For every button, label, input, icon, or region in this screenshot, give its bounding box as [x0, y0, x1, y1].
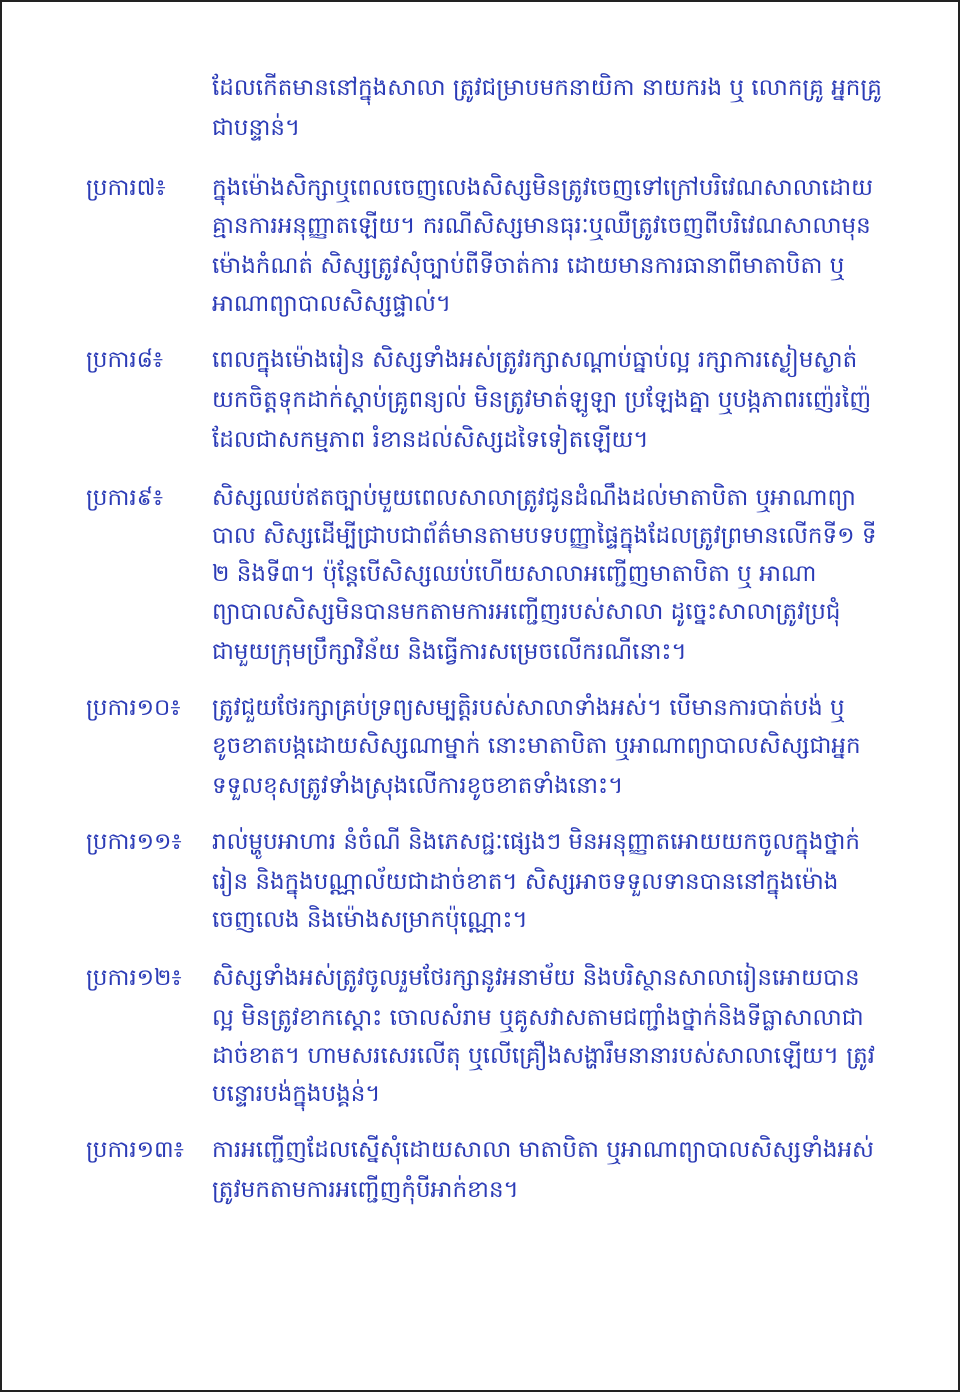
article-label: ប្រការ១២៖: [86, 965, 182, 991]
text-line: ២ និងទី៣។ ប៉ុន្តែបើសិស្សឈប់ហើយសាលាអញ្ជើញមាតាបិតា ឬ អាណា: [212, 561, 817, 587]
text-line: ក្នុងម៉ោងសិក្សាឬពេលចេញលេងសិស្សមិនត្រូវចេញទៅក្រៅបរិវេណសាលាដោយ: [212, 175, 874, 201]
text-line: ដែលជាសកម្មភាព រំខានដល់សិស្សដទៃទៀតឡើយ។: [212, 427, 649, 453]
text-line: រាល់ម្ហូបអាហារ នំចំណី និងភេសជ្ជៈផ្សេងៗ មិនអនុញ្ញាតអោយយកចូលក្នុងថ្នាក់: [212, 829, 860, 855]
text-line: ខូចខាតបង្កដោយសិស្សណាម្នាក់ នោះមាតាបិតា ឬអាណាព្យាបាលសិស្សជាអ្នក: [212, 733, 861, 759]
text-line: ត្រូវមកតាមការអញ្ជើញកុំបីអាក់ខាន។: [212, 1177, 519, 1203]
article-label: ប្រការ១១៖: [86, 829, 182, 855]
article-label: ប្រការ១០៖: [86, 695, 181, 721]
text-line: ដាច់ខាត។ ហាមសរសេរលើតុ ឬលើគ្រឿងសង្ហារឹមនានារបស់សាលាឡើយ។ ត្រូវ: [212, 1043, 875, 1069]
text-line: សិស្សទាំងអស់ត្រូវចូលរួមថែរក្សានូវអនាម័យ និងបរិស្ថានសាលារៀនអោយបាន: [212, 965, 860, 991]
text-line: ម៉ោងកំណត់ សិស្សត្រូវសុំច្បាប់ពីទីចាត់ការ ដោយមានការធានាពីមាតាបិតា ឬ: [212, 253, 845, 279]
text-line: ចេញលេង និងម៉ោងសម្រាកប៉ុណ្ណោះ។: [212, 907, 528, 933]
text-line: គ្មានការអនុញ្ញាតឡើយ។ ករណីសិស្សមានធុរៈឬឈឺត្រូវចេញពីបរិវេណសាលាមុន: [212, 213, 871, 239]
text-line: ជាមួយក្រុមប្រឹក្សាវិន័យ និងធ្វើការសម្រេចលើករណីនោះ។: [212, 639, 687, 665]
text-line: ដែលកើតមាននៅក្នុងសាលា ត្រូវជម្រាបមកនាយិកា នាយករង ឬ លោកគ្រូ អ្នកគ្រូ: [212, 75, 882, 101]
text-line: ទទួលខុសត្រូវទាំងស្រុងលើការខូចខាតទាំងនោះ។: [212, 773, 624, 799]
article-label: ប្រការ៩៖: [86, 485, 164, 511]
text-line: ត្រូវជួយថែរក្សាគ្រប់ទ្រព្យសម្បត្តិរបស់សាលាទាំងអស់។ បើមានការបាត់បង់ ឬ: [212, 695, 845, 721]
text-line: រៀន និងក្នុងបណ្ណាល័យជាដាច់ខាត។ សិស្សអាចទទួលទានបាននៅក្នុងម៉ោង: [212, 869, 839, 895]
text-line: ពេលក្នុងម៉ោងរៀន សិស្សទាំងអស់ត្រូវរក្សាសណ្តាប់ធ្នាប់ល្អ រក្សាការស្ងៀមស្ងាត់: [212, 347, 858, 373]
text-line: សិស្សឈប់ឥតច្បាប់មួយពេលសាលាត្រូវជូនដំណឹងដល់មាតាបិតា ឬអាណាព្យា: [212, 485, 856, 511]
text-line: បាល សិស្សដើម្បីជ្រាបជាព័ត៌មានតាមបទបញ្ញាផ្ទៃក្នុងដែលត្រូវព្រមានលើកទី១ ទី: [212, 523, 877, 549]
text-line: ជាបន្ទាន់។: [212, 115, 301, 141]
text-line: អាណាព្យាបាលសិស្សផ្ទាល់។: [212, 291, 452, 317]
text-line: បន្ទោរបង់ក្នុងបង្គន់។: [212, 1081, 381, 1107]
text-line: ល្អ មិនត្រូវខាកស្តោះ ចោលសំរាម ឬគូសវាសតាមជញ្ជាំងថ្នាក់និងទីធ្លាសាលាជា: [212, 1005, 864, 1031]
article-label: ប្រការ៧៖: [86, 175, 166, 201]
text-line: ព្យាបាលសិស្សមិនបានមកតាមការអញ្ជើញរបស់សាលា ដូច្នេះសាលាត្រូវប្រជុំ: [212, 599, 841, 625]
article-label: ប្រការ១៣៖: [86, 1137, 184, 1163]
article-label: ប្រការ៨៖: [86, 347, 164, 373]
text-line: ការអញ្ជើញដែលស្នើសុំដោយសាលា មាតាបិតា ឬអាណាព្យាបាលសិស្សទាំងអស់: [212, 1137, 874, 1163]
text-line: យកចិត្តទុកដាក់ស្តាប់គ្រូពន្យល់ មិនត្រូវមាត់ឡូឡា ប្រឡែងគ្នា ឬបង្កភាពរញ៉េរញ៉ៃ: [212, 387, 872, 413]
